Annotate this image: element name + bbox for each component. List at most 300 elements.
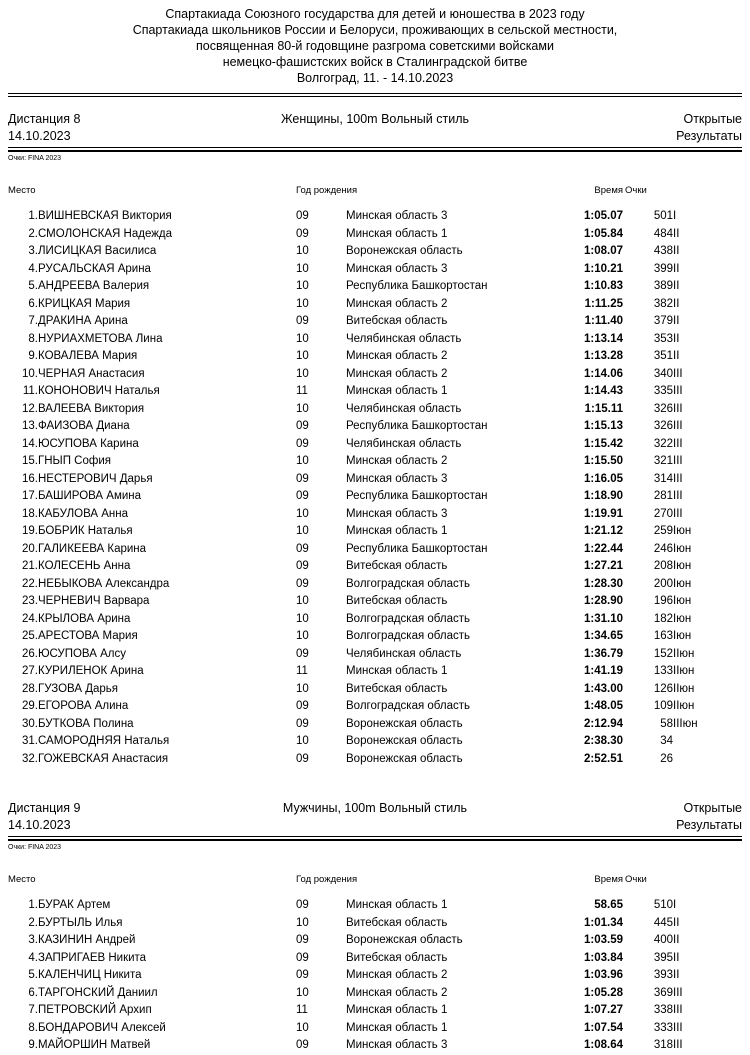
result-row: [8, 716, 742, 734]
result-row: [8, 331, 742, 349]
category-cell: II: [673, 951, 680, 964]
place-cell: 5.: [28, 280, 38, 292]
points-cell: 340: [653, 367, 674, 380]
points-cell: 351: [653, 350, 674, 362]
points-cell: 126: [653, 682, 674, 695]
yob-cell: 09: [296, 969, 309, 981]
points-cell: 281: [653, 490, 674, 502]
time-cell: 1:10.21: [584, 262, 624, 275]
yob-cell: 09: [296, 472, 309, 485]
category-cell: II: [673, 916, 680, 929]
points-cell: 259: [653, 525, 674, 537]
category-cell: III: [673, 507, 683, 520]
col-header-yob: Год рождения: [296, 873, 358, 885]
points-cell: 208: [653, 560, 674, 572]
yob-cell: 10: [296, 367, 309, 380]
points-cell: 333: [653, 1021, 674, 1034]
place-cell: 11.: [22, 385, 38, 397]
results-table: [8, 856, 742, 1055]
status-results: Результаты: [676, 129, 742, 143]
points-cell: 321: [653, 455, 674, 467]
place-cell: 6.: [28, 297, 38, 310]
time-cell: 1:15.50: [584, 455, 624, 467]
name-cell: БУРТЫЛЬ Илья: [38, 916, 123, 929]
results-section: [8, 800, 742, 1055]
column-header-row: [8, 856, 742, 897]
place-cell: 22.: [22, 577, 38, 590]
result-row: [8, 313, 742, 331]
result-row: [8, 593, 742, 611]
result-row: [8, 243, 742, 261]
yob-cell: 09: [296, 647, 309, 660]
col-header-time: Время: [594, 184, 624, 196]
yob-cell: 09: [296, 951, 309, 964]
category-cell: Iюн: [673, 525, 692, 537]
points-cell: 133: [653, 665, 674, 677]
result-row: [8, 751, 742, 769]
points-cell: 109: [653, 700, 674, 712]
name-cell: МАЙОРШИН Матвей: [38, 1039, 151, 1051]
event-date: 14.10.2023: [8, 129, 71, 143]
yob-cell: 10: [296, 245, 309, 257]
yob-cell: 09: [296, 577, 309, 590]
points-cell: 34: [660, 735, 674, 747]
yob-cell: 10: [296, 280, 309, 292]
result-row: [8, 226, 742, 244]
team-cell: Минская область 2: [346, 455, 448, 467]
result-row: [8, 383, 742, 401]
results-table: [8, 167, 742, 768]
points-cell: 338: [653, 1004, 674, 1016]
team-cell: Воронежская область: [346, 735, 463, 747]
category-cell: IIюн: [673, 647, 695, 660]
result-row: [8, 897, 742, 915]
name-cell: КОНОНОВИЧ Наталья: [38, 385, 160, 397]
time-cell: 1:18.90: [584, 490, 624, 502]
name-cell: ГНЫП София: [38, 455, 111, 467]
result-row: [8, 366, 742, 384]
points-cell: 163: [653, 630, 674, 642]
result-row: [8, 967, 742, 985]
place-cell: 29.: [22, 700, 38, 712]
points-cell: 389: [653, 280, 674, 292]
name-cell: ЧЕРНАЯ Анастасия: [38, 367, 145, 380]
name-cell: КУРИЛЕНОК Арина: [38, 665, 144, 677]
col-header-points: Очки: [625, 184, 647, 196]
name-cell: КРЫЛОВА Арина: [38, 612, 131, 625]
place-cell: 16.: [22, 472, 38, 485]
name-cell: ПЕТРОВСКИЙ Архип: [38, 1004, 152, 1016]
time-cell: 1:13.14: [584, 332, 624, 345]
section-divider: [8, 147, 742, 152]
place-cell: 9.: [28, 350, 38, 362]
col-header-time: Время: [594, 873, 624, 885]
category-cell: I: [673, 210, 677, 222]
place-cell: 8.: [28, 332, 38, 345]
time-cell: 1:21.12: [584, 525, 624, 537]
category-cell: II: [673, 245, 680, 257]
points-cell: 152: [653, 647, 674, 660]
time-cell: 1:28.30: [584, 577, 624, 590]
yob-cell: 09: [296, 700, 309, 712]
category-cell: II: [673, 332, 680, 345]
place-cell: 18.: [22, 507, 38, 520]
name-cell: ВИШНЕВСКАЯ Виктория: [38, 210, 172, 222]
yob-cell: 09: [296, 560, 309, 572]
team-cell: Челябинская область: [346, 647, 462, 660]
name-cell: ГОЖЕВСКАЯ Анастасия: [38, 752, 169, 765]
category-cell: II: [673, 227, 680, 240]
category-cell: III: [673, 367, 683, 380]
time-cell: 1:48.05: [584, 700, 624, 712]
yob-cell: 10: [296, 916, 309, 929]
category-cell: Iюн: [673, 595, 692, 607]
result-row: [8, 401, 742, 419]
team-cell: Минская область 2: [346, 350, 448, 362]
col-header-place: Место: [8, 184, 36, 196]
event-title: Мужчины, 100m Вольный стиль: [282, 801, 468, 815]
team-cell: Челябинская область: [346, 332, 462, 345]
yob-cell: 11: [296, 1004, 308, 1016]
result-row: [8, 1002, 742, 1020]
spacer: [281, 128, 469, 145]
points-cell: 382: [653, 297, 674, 310]
result-row: [8, 278, 742, 296]
category-cell: III: [673, 1004, 683, 1016]
team-cell: Минская область 2: [346, 969, 448, 981]
yob-cell: 09: [296, 437, 309, 450]
name-cell: ЛИСИЦКАЯ Василиса: [38, 245, 157, 257]
yob-cell: 10: [296, 630, 309, 642]
result-row: [8, 488, 742, 506]
time-cell: 1:15.42: [584, 437, 624, 450]
name-cell: КАЗИНИН Андрей: [38, 934, 136, 946]
name-cell: БУРАК Артем: [38, 899, 111, 911]
place-cell: 21.: [22, 560, 38, 572]
place-cell: 10.: [22, 367, 38, 380]
points-cell: 393: [653, 969, 674, 981]
points-cell: 58: [660, 717, 674, 730]
result-row: [8, 733, 742, 751]
time-cell: 1:13.28: [584, 350, 624, 362]
yob-cell: 09: [296, 934, 309, 946]
yob-cell: 10: [296, 1021, 309, 1034]
team-cell: Минская область 1: [346, 227, 448, 240]
time-cell: 1:22.44: [584, 542, 624, 555]
category-cell: II: [673, 934, 680, 946]
team-cell: Республика Башкортостан: [346, 490, 488, 502]
time-cell: 1:01.34: [584, 916, 624, 929]
place-cell: 1.: [28, 899, 38, 911]
team-cell: Волгоградская область: [346, 630, 470, 642]
header-line-1: Спартакиада Союзного государства для детей и юношества в 2023 году: [165, 7, 585, 21]
yob-cell: 09: [296, 210, 309, 222]
points-cell: 445: [653, 916, 674, 929]
result-row: [8, 663, 742, 681]
category-cell: III: [673, 490, 683, 502]
category-cell: III: [673, 1021, 683, 1034]
place-cell: 23.: [22, 595, 38, 607]
result-row: [8, 932, 742, 950]
name-cell: ТАРГОНСКИЙ Даниил: [38, 986, 158, 999]
col-header-points: Очки: [625, 873, 647, 885]
yob-cell: 10: [296, 262, 309, 275]
name-cell: ГУЗОВА Дарья: [38, 682, 118, 695]
time-cell: 1:31.10: [584, 612, 624, 625]
name-cell: ВАЛЕЕВА Виктория: [38, 402, 145, 415]
points-cell: 322: [653, 437, 674, 450]
result-row: [8, 436, 742, 454]
time-cell: 1:36.79: [584, 647, 624, 660]
category-cell: Iюн: [673, 542, 692, 555]
result-row: [8, 418, 742, 436]
result-row: [8, 611, 742, 629]
time-cell: 1:43.00: [584, 682, 624, 695]
category-cell: II: [673, 262, 680, 275]
place-cell: 5.: [28, 969, 38, 981]
status-open: Открытые: [683, 801, 742, 815]
sections-container: [8, 111, 742, 1055]
col-header-category: [673, 856, 742, 897]
team-cell: Витебская область: [346, 951, 448, 964]
points-system-note: Очки: FINA 2023: [8, 155, 62, 162]
name-cell: КРИЦКАЯ Мария: [38, 297, 131, 310]
name-cell: ГАЛИКЕЕВА Карина: [38, 542, 147, 555]
category-cell: III: [673, 986, 683, 999]
yob-cell: 10: [296, 332, 309, 345]
header-line-5: Волгоград, 11. - 14.10.2023: [296, 71, 454, 85]
name-cell: ФАИЗОВА Диана: [38, 420, 130, 432]
result-row: [8, 296, 742, 314]
yob-cell: 10: [296, 350, 309, 362]
points-cell: 326: [653, 420, 674, 432]
team-cell: Республика Башкортостан: [346, 542, 488, 555]
category-cell: III: [673, 455, 683, 467]
result-row: [8, 628, 742, 646]
name-cell: ДРАКИНА Арина: [38, 315, 128, 327]
team-cell: Витебская область: [346, 682, 448, 695]
time-cell: 1:07.54: [584, 1021, 624, 1034]
time-cell: 1:11.40: [584, 315, 624, 327]
team-cell: Воронежская область: [346, 717, 463, 730]
category-cell: III: [673, 385, 683, 397]
header-line-2: Спартакиада школьников России и Белоруси, проживающих в сельской местности,: [132, 23, 618, 37]
category-cell: I: [673, 899, 677, 911]
time-cell: 1:03.59: [584, 934, 624, 946]
result-row: [8, 698, 742, 716]
result-row: [8, 646, 742, 664]
time-cell: 2:52.51: [584, 752, 624, 765]
name-cell: САМОРОДНЯЯ Наталья: [38, 735, 170, 747]
team-cell: Минская область 2: [346, 986, 448, 999]
place-cell: 17.: [22, 490, 38, 502]
yob-cell: 09: [296, 227, 309, 240]
time-cell: 1:08.07: [584, 245, 624, 257]
team-cell: Минская область 3: [346, 1039, 448, 1051]
name-cell: ЧЕРНЕВИЧ Варвара: [38, 595, 150, 607]
yob-cell: 10: [296, 735, 309, 747]
result-row: [8, 523, 742, 541]
yob-cell: 09: [296, 315, 309, 327]
team-cell: Витебская область: [346, 560, 448, 572]
yob-cell: 10: [296, 507, 309, 520]
time-cell: 2:12.94: [584, 717, 624, 730]
time-cell: 1:15.13: [584, 420, 624, 432]
name-cell: ЮСУПОВА Алсу: [38, 647, 126, 660]
place-cell: 2.: [28, 227, 38, 240]
col-header-yob: Год рождения: [296, 184, 358, 196]
category-cell: III: [673, 472, 683, 485]
team-cell: Челябинская область: [346, 437, 462, 450]
result-row: [8, 208, 742, 226]
status-open: Открытые: [683, 112, 742, 126]
name-cell: НЕСТЕРОВИЧ Дарья: [38, 472, 153, 485]
result-row: [8, 1037, 742, 1055]
category-cell: IIюн: [673, 700, 695, 712]
points-cell: 501: [653, 210, 674, 222]
team-cell: Волгоградская область: [346, 700, 470, 712]
time-cell: 1:28.90: [584, 595, 624, 607]
team-cell: Минская область 1: [346, 385, 448, 397]
place-cell: 14.: [22, 437, 38, 450]
name-cell: БОБРИК Наталья: [38, 525, 133, 537]
team-cell: Витебская область: [346, 595, 448, 607]
category-cell: IIюн: [673, 682, 695, 695]
team-cell: Минская область 2: [346, 367, 448, 380]
section-divider: [8, 836, 742, 841]
header-line-3: посвященная 80-й годовщине разгрома советскими войсками: [196, 39, 554, 53]
yob-cell: 09: [296, 542, 309, 555]
points-cell: 246: [653, 542, 674, 555]
points-cell: 318: [653, 1039, 674, 1051]
yob-cell: 09: [296, 1039, 309, 1051]
time-cell: 58.65: [594, 899, 624, 911]
result-row: [8, 681, 742, 699]
time-cell: 1:41.19: [584, 665, 624, 677]
section-header: [8, 800, 742, 834]
result-row: [8, 261, 742, 279]
category-cell: Iюн: [673, 577, 692, 590]
place-cell: 32.: [22, 752, 38, 765]
name-cell: БОНДАРОВИЧ Алексей: [38, 1021, 166, 1034]
yob-cell: 10: [296, 986, 309, 999]
result-row: [8, 348, 742, 366]
points-cell: 510: [653, 899, 674, 911]
yob-cell: 10: [296, 402, 309, 415]
name-cell: БУТКОВА Полина: [38, 717, 134, 730]
result-row: [8, 506, 742, 524]
place-cell: 27.: [22, 665, 38, 677]
points-cell: 379: [653, 315, 674, 327]
time-cell: 1:03.96: [584, 969, 624, 981]
time-cell: 1:34.65: [584, 630, 624, 642]
header-line-4: немецко-фашистских войск в Сталинградской битве: [222, 55, 528, 69]
time-cell: 2:38.30: [584, 735, 624, 747]
time-cell: 1:08.64: [584, 1039, 624, 1051]
category-cell: Iюн: [673, 612, 692, 625]
team-cell: Минская область 3: [346, 472, 448, 485]
team-cell: Минская область 1: [346, 1004, 448, 1016]
result-row: [8, 471, 742, 489]
place-cell: 7.: [28, 1004, 38, 1016]
yob-cell: 09: [296, 420, 309, 432]
name-cell: КАБУЛОВА Анна: [38, 507, 128, 520]
col-header-place: Место: [8, 873, 36, 885]
place-cell: 6.: [28, 986, 38, 999]
points-cell: 314: [653, 472, 674, 485]
name-cell: РУСАЛЬСКАЯ Арина: [38, 262, 151, 275]
time-cell: 1:11.25: [584, 297, 624, 310]
spacer: [283, 817, 467, 834]
place-cell: 4.: [28, 262, 38, 275]
name-cell: ЗАПРИГАЕВ Никита: [38, 951, 147, 964]
category-cell: III: [673, 437, 683, 450]
category-cell: II: [673, 969, 680, 981]
category-cell: III: [673, 1039, 683, 1051]
event-label: Дистанция 8: [8, 112, 81, 126]
time-cell: 1:10.83: [584, 280, 624, 292]
document-header: [8, 6, 742, 86]
place-cell: 12.: [22, 402, 38, 415]
result-row: [8, 558, 742, 576]
category-cell: III: [673, 420, 683, 432]
time-cell: 1:14.06: [584, 367, 624, 380]
place-cell: 26.: [22, 647, 38, 660]
place-cell: 3.: [28, 934, 38, 946]
place-cell: 20.: [22, 542, 38, 555]
team-cell: Минская область 3: [346, 507, 448, 520]
team-cell: Витебская область: [346, 315, 448, 327]
place-cell: 13.: [22, 420, 38, 432]
place-cell: 30.: [22, 717, 38, 730]
time-cell: 1:14.43: [584, 385, 624, 397]
time-cell: 1:07.27: [584, 1004, 624, 1016]
category-cell: IIIюн: [673, 717, 698, 730]
place-cell: 28.: [22, 682, 38, 695]
time-cell: 1:16.05: [584, 472, 624, 485]
points-cell: 335: [653, 385, 674, 397]
points-cell: 200: [653, 577, 674, 590]
name-cell: СМОЛОНСКАЯ Надежда: [38, 227, 173, 240]
points-cell: 484: [653, 227, 674, 240]
yob-cell: 09: [296, 752, 309, 765]
result-row: [8, 576, 742, 594]
category-cell: III: [673, 402, 683, 415]
event-label: Дистанция 9: [8, 801, 81, 815]
points-cell: 270: [653, 507, 674, 520]
points-cell: 196: [653, 595, 674, 607]
team-cell: Минская область 1: [346, 899, 448, 911]
yob-cell: 10: [296, 297, 309, 310]
category-cell: II: [673, 315, 680, 327]
column-header-row: [8, 167, 742, 208]
team-cell: Воронежская область: [346, 752, 463, 765]
time-cell: 1:27.21: [584, 560, 624, 572]
result-row: [8, 453, 742, 471]
name-cell: КОВАЛЕВА Мария: [38, 350, 138, 362]
yob-cell: 11: [296, 665, 308, 677]
result-row: [8, 1020, 742, 1038]
section-header: [8, 111, 742, 145]
points-cell: 438: [653, 245, 674, 257]
result-row: [8, 950, 742, 968]
points-cell: 395: [653, 951, 674, 964]
team-cell: Воронежская область: [346, 934, 463, 946]
yob-cell: 11: [296, 385, 308, 397]
category-cell: IIюн: [673, 665, 695, 677]
team-cell: Минская область 1: [346, 525, 448, 537]
place-cell: 31.: [22, 735, 38, 747]
